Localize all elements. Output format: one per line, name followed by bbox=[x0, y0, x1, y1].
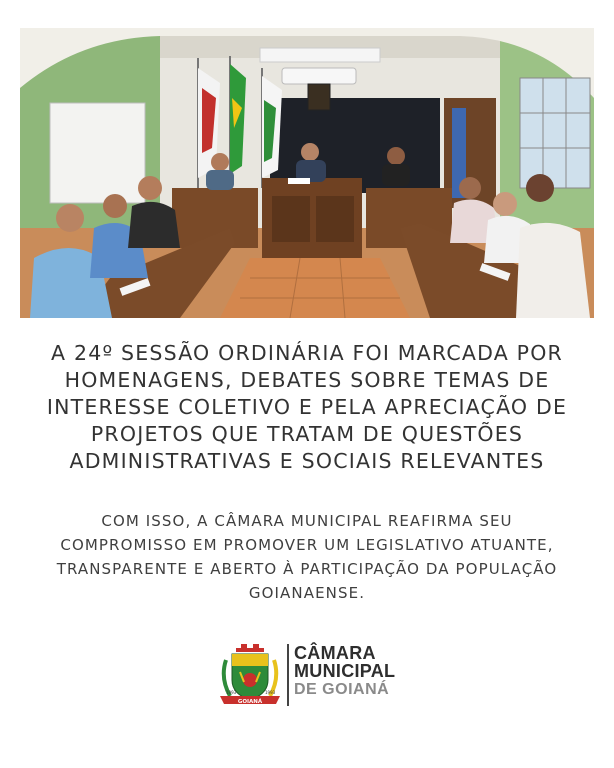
body-line: COM ISSO, A CÂMARA MUNICIPAL REAFIRMA SEU bbox=[101, 512, 513, 530]
logo-divider bbox=[287, 644, 289, 706]
headline-line: HOMENAGENS, DEBATES SOBRE TEMAS DE bbox=[64, 368, 550, 392]
logo-line-2: MUNICIPAL bbox=[294, 661, 396, 681]
headline bbox=[20, 340, 594, 475]
logo-line-3: DE GOIANÁ bbox=[294, 681, 390, 698]
headline-line: PROJETOS QUE TRATAM DE QUESTÕES bbox=[90, 422, 524, 446]
camara-logo bbox=[218, 640, 408, 710]
body-paragraph bbox=[20, 509, 594, 605]
body-line: TRANSPARENTE E ABERTO À PARTICIPAÇÃO DA POPULAÇÃO bbox=[56, 560, 558, 578]
crest-text: GOIANÁ bbox=[237, 699, 263, 705]
headline-line: INTERESSE COLETIVO E PELA APRECIAÇÃO DE bbox=[46, 395, 568, 419]
headline-line: A 24º SESSÃO ORDINÁRIA FOI MARCADA POR bbox=[51, 341, 563, 365]
logo-wordmark bbox=[294, 644, 395, 700]
coat-of-arms-icon bbox=[218, 642, 282, 708]
crest-year-right: 1993 bbox=[265, 690, 276, 695]
crest-year-left: 1993 bbox=[226, 690, 237, 695]
session-photo bbox=[20, 28, 594, 318]
body-line: GOIANAENSE. bbox=[248, 584, 366, 602]
headline-line: ADMINISTRATIVAS E SOCIAIS RELEVANTES bbox=[69, 449, 545, 473]
logo-line-1: CÂMARA bbox=[294, 643, 376, 663]
body-line: COMPROMISSO EM PROMOVER UM LEGISLATIVO ATUANTE, bbox=[60, 536, 554, 554]
